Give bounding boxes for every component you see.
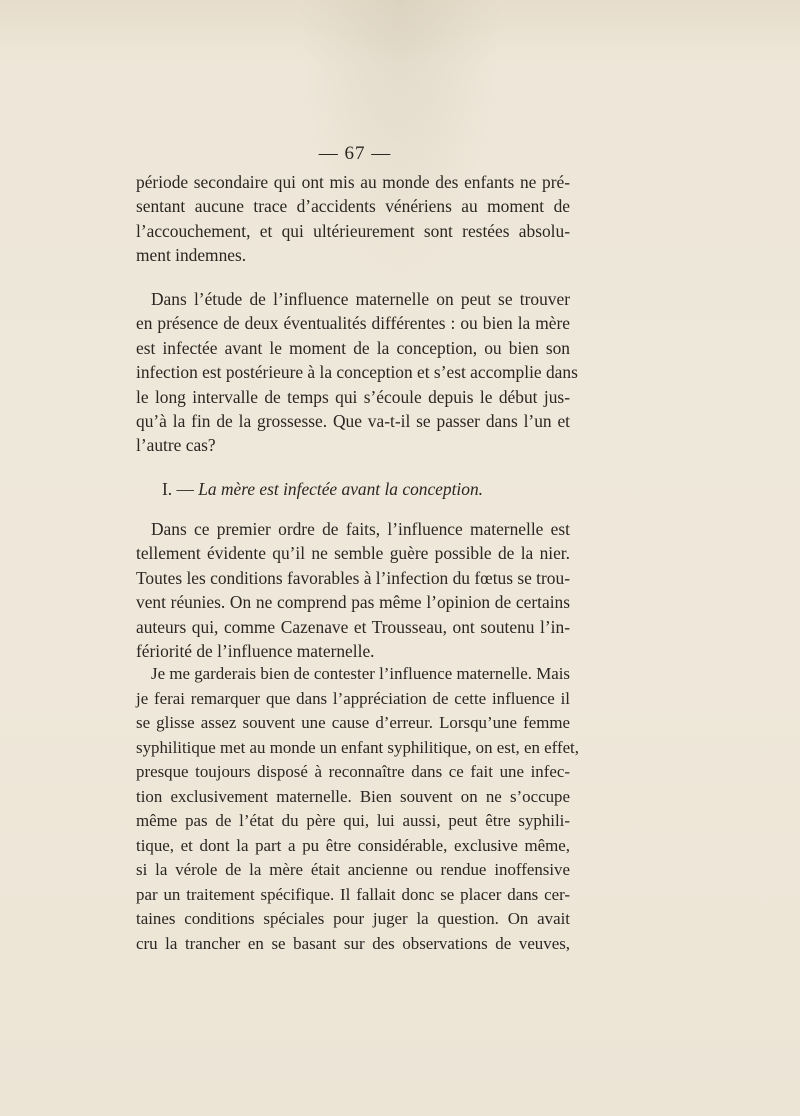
text-line: l’autre cas? [136,435,216,456]
text-line: si la vérole de la mère était ancienne ou rendue inoffensive [136,860,570,879]
paragraph-3 [136,517,570,663]
text-line: se glisse assez souvent une cause d’erreur. Lorsqu’une femme [136,713,570,732]
text-line: fériorité de l’influence maternelle. [136,641,375,662]
text-line: tellement évidente qu’il ne semble guère possible de la nier. [136,543,570,564]
text-line: ment indemnes. [136,245,247,266]
text-line: presque toujours disposé à reconnaître dans ce fait une infec- [136,762,570,781]
paragraph-1 [136,170,570,268]
text-line: même pas de l’état du père qui, lui aussi, peut être syphili- [136,811,570,830]
text-line: auteurs qui, comme Cazenave et Trousseau, ont soutenu l’in- [136,616,570,637]
section-title: La mère est infectée avant la conception. [198,479,483,499]
text-line: je ferai remarquer que dans l’appréciation de cette influence il [136,688,570,708]
text-line: Toutes les conditions favorables à l’infection du fœtus se trou- [136,567,570,588]
text-line: sentant aucune trace d’accidents vénériens au moment de [136,196,570,217]
text-line: vent réunies. On ne comprend pas même l’opinion de certains [136,592,570,613]
text-line: en présence de deux éventualités différentes : ou bien la mère [136,313,570,334]
text-line: est infectée avant le moment de la conception, ou bien son [136,337,570,358]
text-line: Dans l’étude de l’influence maternelle on peut se trouver [151,289,570,309]
paragraph-2 [136,287,578,458]
text-line: infection est postérieure à la conception et s’est accomplie dans [136,362,578,383]
text-line: tique, et dont la part a pu être considérable, exclusive même, [136,835,570,855]
text-line: période secondaire qui ont mis au monde des enfants ne pré- [136,172,570,192]
page-number: — 67 — [318,143,392,164]
text-line: Dans ce premier ordre de faits, l’influence maternelle est [151,519,570,539]
text-line: tion exclusivement maternelle. Bien souvent on ne s’occupe [136,786,570,806]
text-line: l’accouchement, et qui ultérieurement sont restées absolu- [136,220,570,241]
text-line: le long intervalle de temps qui s’écoule depuis le début jus- [136,386,570,407]
text-line: par un traitement spécifique. Il fallait donc se placer dans cer- [136,884,570,904]
text-line: qu’à la fin de la grossesse. Que va-t-il se passer dans l’un et [136,411,570,432]
paragraph-4 [136,662,579,956]
text-line: Je me garderais bien de contester l’influence maternelle. Mais [151,664,570,683]
text-line: cru la trancher en se basant sur des observations de veuves, [136,933,570,953]
section-heading [162,479,483,500]
text-line: taines conditions spéciales pour juger la question. On avait [136,909,570,928]
text-line: syphilitique met au monde un enfant syphilitique, on est, en effet, [136,737,579,757]
section-number: I. — [162,479,199,499]
